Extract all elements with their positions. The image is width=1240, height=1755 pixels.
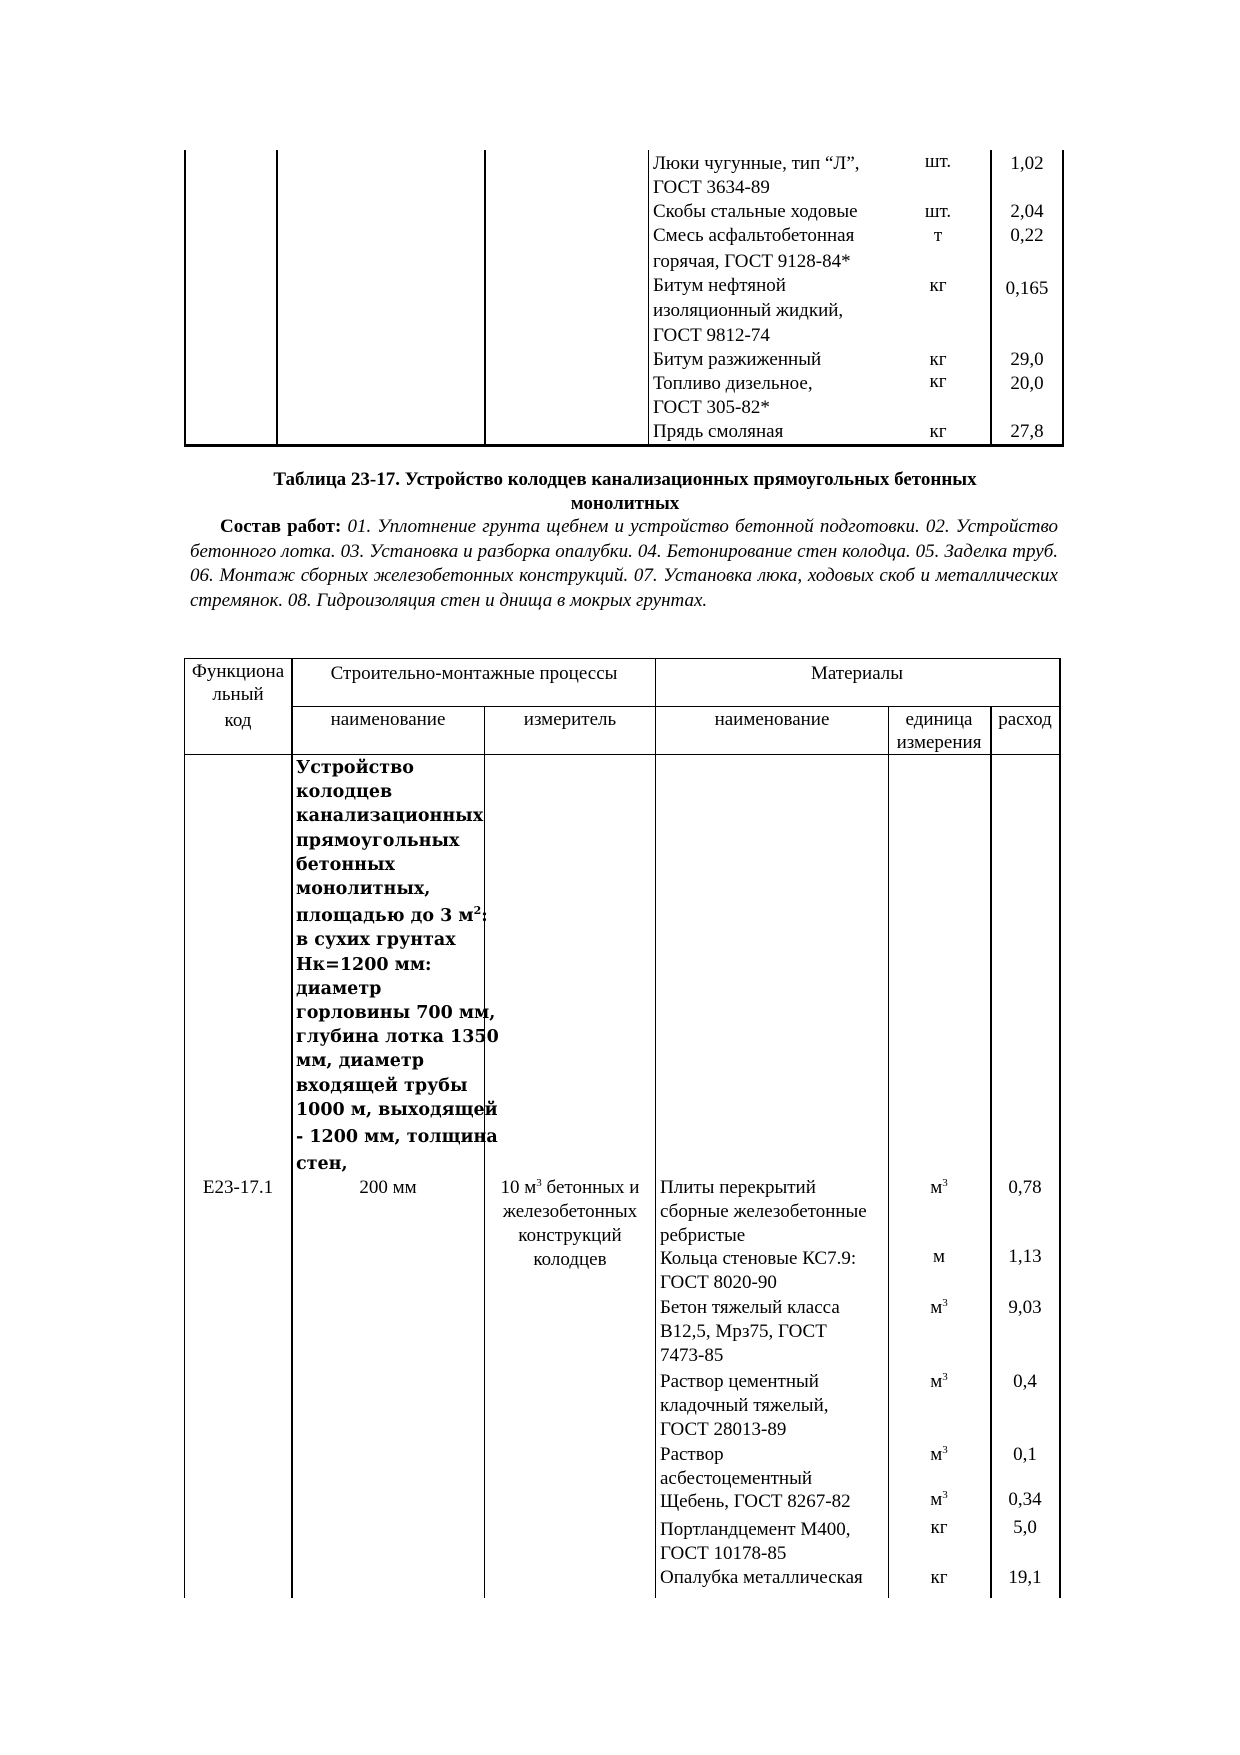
material-name (660, 1370, 829, 1442)
header-divider (292, 706, 1060, 707)
table-divider (655, 658, 656, 1598)
description-line: глубина лотка 1350 (296, 1027, 499, 1048)
unit-text: м (930, 1177, 943, 1198)
description-line: канализационных (296, 806, 484, 827)
material-unit: кг (929, 371, 947, 392)
material-qty: 0,4 (1013, 1371, 1037, 1392)
material-unit: кг (929, 275, 947, 296)
description-line: входящей трубы (296, 1075, 468, 1096)
material-name: Топливо дизельное, (653, 373, 813, 394)
material-name-line: Щебень, ГОСТ 8267-82 (660, 1491, 851, 1512)
material-name-line: Плиты перекрытий (660, 1177, 816, 1198)
material-name-line: ГОСТ 8020-90 (660, 1272, 777, 1293)
material-unit: кг (929, 421, 947, 442)
material-qty: 0,22 (1010, 225, 1044, 246)
material-qty: 1,02 (1010, 153, 1044, 174)
description-line: Устройство (296, 758, 414, 778)
material-unit: шт. (924, 151, 952, 172)
header-unit-line: измерения (896, 732, 982, 753)
material-unit (889, 1176, 989, 1200)
header-process-name: наименование (330, 709, 446, 730)
material-qty: 0,1 (1013, 1444, 1037, 1465)
unit-text: м (930, 1489, 943, 1510)
description-line: диаметр (296, 978, 382, 999)
description-line: стен, (296, 1154, 348, 1175)
material-qty: 27,8 (1010, 421, 1044, 442)
unit-superscript: 3 (942, 1444, 948, 1456)
header-material-name: наименование (714, 709, 830, 730)
work-meter (486, 1176, 654, 1272)
meter-text: бетонных и (541, 1177, 640, 1198)
material-name (660, 1176, 867, 1248)
description-line: бетонных (296, 854, 395, 875)
work-composition-label: Состав работ: (220, 516, 342, 537)
table-border-right (1059, 658, 1061, 1598)
table-border-left (184, 658, 185, 1598)
description-line: в сухих грунтах (296, 930, 456, 951)
caption-line: Таблица 23-17. Устройство колодцев канализационных прямоугольных бетонных (273, 469, 977, 490)
material-qty: 0,34 (1008, 1489, 1042, 1510)
header-material-qty: расход (998, 709, 1052, 730)
material-unit (889, 1370, 989, 1394)
material-name (660, 1518, 850, 1566)
material-unit: т (933, 225, 943, 246)
material-unit (889, 1443, 989, 1467)
material-qty: 5,0 (1013, 1517, 1037, 1538)
work-composition-text: 01. Уплотнение грунта щебнем и устройство бетонной подготовки. 02. Устройство бетонного лотка. 03. Установка и разборка опалубки. 04. Бетонирование стен колодца. 05. Заделка труб. 06. Монтаж сборных железобетонных конструкций. 07. Установка люка, ходовых скоб и металлических стремянок. 08. Гидроизоляция стен и днища в мокрых грунтах. (190, 516, 1059, 611)
header-material-unit (889, 708, 989, 754)
functional-code: Е23-17.1 (202, 1177, 274, 1198)
header-processes: Строительно-монтажные процессы (330, 663, 618, 684)
meter-superscript: 3 (536, 1177, 542, 1189)
material-name (660, 1490, 851, 1514)
material-name-line: Раствор (660, 1444, 724, 1465)
area-text: площадью до 3 м (296, 906, 474, 927)
material-unit (889, 1516, 989, 1540)
description-line (296, 904, 499, 928)
description-line: Нк=1200 мм: (296, 954, 432, 975)
header-materials: Материалы (810, 663, 904, 684)
material-name: горячая, ГОСТ 9128-84* (653, 251, 851, 272)
caption-line: монолитных (570, 493, 680, 514)
table-divider (648, 150, 649, 445)
table-divider (291, 658, 293, 1598)
material-name: Смесь асфальтобетонная (653, 225, 855, 246)
meter-line: колодцев (533, 1249, 607, 1270)
unit-text: м (930, 1371, 943, 1392)
table-border-left (184, 150, 186, 445)
description-line: - 1200 мм, толщина (296, 1127, 498, 1148)
unit-text: кг (930, 1517, 948, 1538)
description-line: прямоугольных (296, 830, 460, 851)
description-line: горловины 700 мм, (296, 1003, 496, 1024)
unit-superscript: 3 (942, 1489, 948, 1501)
meter-line: железобетонных (502, 1201, 638, 1222)
meter-line (486, 1176, 654, 1200)
material-qty: 2,04 (1010, 201, 1044, 222)
material-name: Битум нефтяной (653, 275, 786, 296)
area-suffix: : (481, 906, 488, 927)
material-name: Битум разжиженный (653, 349, 822, 370)
header-code (186, 660, 290, 732)
material-qty: 0,78 (1008, 1177, 1042, 1198)
material-name (660, 1296, 840, 1368)
meter-line: конструкций (518, 1225, 622, 1246)
unit-text: м (932, 1246, 946, 1267)
material-unit (889, 1296, 989, 1320)
description-line: колодцев (296, 782, 393, 803)
material-qty: 9,03 (1008, 1297, 1042, 1318)
material-name: Скобы стальные ходовые (653, 201, 858, 222)
unit-text: м (930, 1297, 943, 1318)
material-name: ГОСТ 305-82* (653, 397, 770, 418)
material-qty: 20,0 (1010, 373, 1044, 394)
header-unit-line: единица (905, 709, 973, 730)
table-border-right (1062, 150, 1064, 445)
table-divider (276, 150, 278, 445)
material-name-line: Бетон тяжелый класса (660, 1297, 840, 1318)
work-description (296, 756, 499, 1176)
header-bottom (184, 754, 1060, 755)
material-qty: 29,0 (1010, 349, 1044, 370)
description-line: мм, диаметр (296, 1051, 424, 1072)
material-name-line: ГОСТ 28013-89 (660, 1419, 787, 1440)
header-code-line: код (224, 710, 252, 731)
material-name: Прядь смоляная (653, 421, 784, 442)
unit-superscript: 3 (942, 1371, 948, 1383)
material-name-line: Раствор цементный (660, 1371, 819, 1392)
table-caption (190, 468, 1060, 516)
material-name-line: асбестоцементный (660, 1468, 813, 1489)
header-code-line: льный (212, 684, 264, 705)
material-unit (889, 1566, 989, 1590)
material-unit (889, 1245, 989, 1269)
material-unit: шт. (924, 201, 952, 222)
work-composition (190, 515, 1058, 613)
table-divider (990, 150, 992, 445)
meter-unit: 10 м (500, 1177, 537, 1198)
material-name-line: ГОСТ 10178-85 (660, 1543, 787, 1564)
description-line: монолитных, (296, 879, 431, 900)
material-name (660, 1566, 863, 1590)
material-qty: 19,1 (1008, 1567, 1042, 1588)
material-unit: кг (929, 349, 947, 370)
material-name-line: В12,5, Мрз75, ГОСТ (660, 1321, 827, 1342)
material-name-line: Кольца стеновые КС7.9: (660, 1248, 857, 1269)
unit-text: м (930, 1444, 943, 1465)
material-name-line: Портландцемент М400, (660, 1519, 851, 1540)
material-name-line: Опалубка металлическая (660, 1567, 863, 1588)
unit-text: кг (930, 1567, 948, 1588)
unit-superscript: 3 (942, 1297, 948, 1309)
material-unit (889, 1488, 989, 1512)
material-name: Люки чугунные, тип “Л”, (653, 153, 860, 174)
table-border-top (184, 658, 1060, 659)
material-name-line: кладочный тяжелый, (660, 1395, 829, 1416)
material-name (660, 1443, 812, 1491)
material-name: ГОСТ 3634-89 (653, 177, 770, 198)
material-name-line: 7473-85 (660, 1345, 724, 1366)
material-name: ГОСТ 9812-74 (653, 325, 770, 346)
material-name-line: ребристые (660, 1225, 746, 1246)
header-code-line: Функциона (191, 661, 285, 682)
material-name: изоляционный жидкий, (653, 300, 844, 321)
unit-superscript: 3 (942, 1177, 948, 1189)
area-superscript: 2 (473, 904, 482, 918)
description-line: 200 мм (359, 1177, 417, 1198)
material-name-line: сборные железобетонные (660, 1201, 867, 1222)
table-border-bottom (184, 444, 1064, 447)
header-process-meter: измеритель (523, 709, 617, 730)
description-line: 1000 м, выходящей (296, 1099, 498, 1120)
table-divider (484, 150, 486, 445)
material-qty: 0,165 (1005, 278, 1049, 299)
material-name (660, 1247, 856, 1295)
material-qty: 1,13 (1008, 1246, 1042, 1267)
